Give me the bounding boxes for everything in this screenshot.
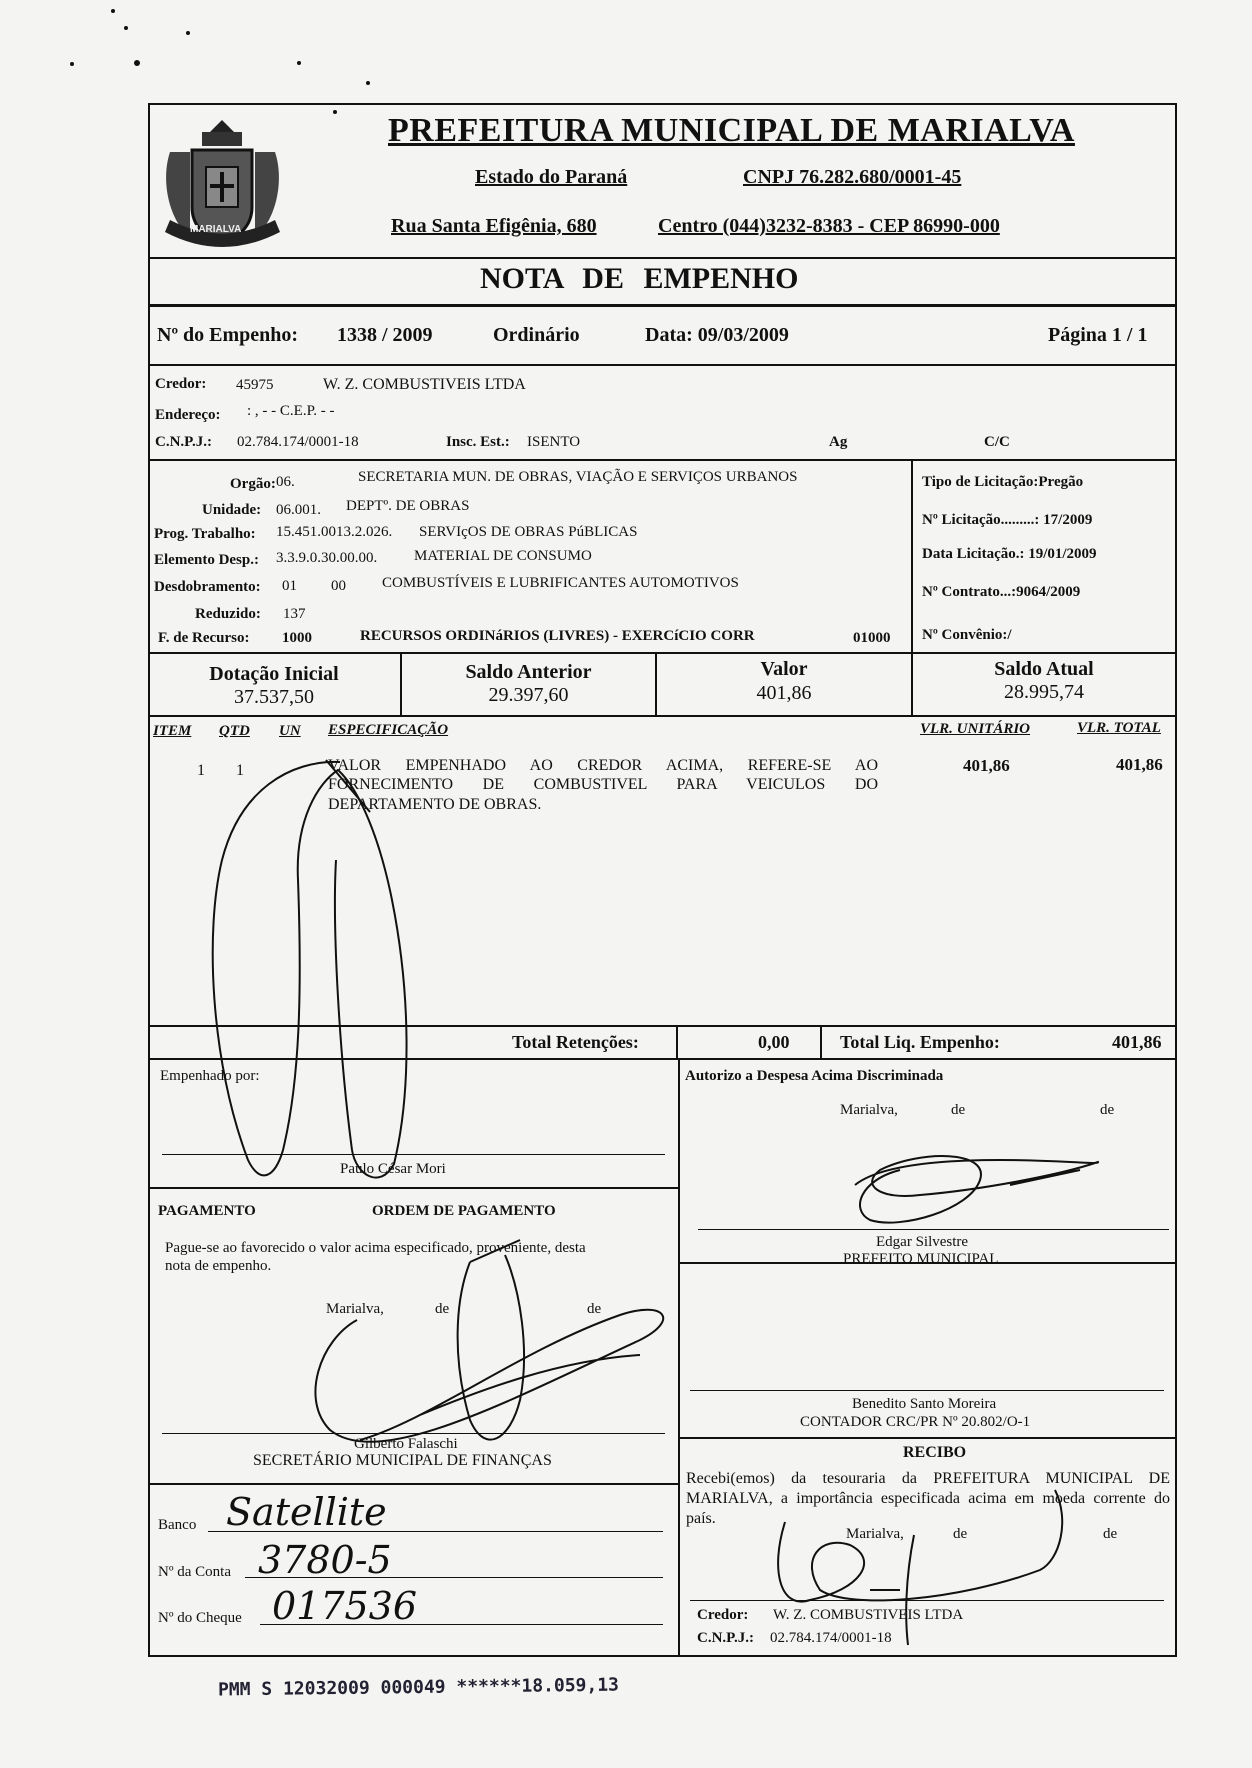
licitacao-numero: Nº Licitação.........: 17/2009 xyxy=(922,512,1093,528)
row-unit: 401,86 xyxy=(963,756,1010,775)
prog-cod: 15.451.0013.2.026. xyxy=(276,524,393,540)
divider-class-v xyxy=(911,459,913,654)
row-qtd: 1 xyxy=(236,762,244,779)
page-title: PREFEITURA MUNICIPAL DE MARIALVA xyxy=(388,112,1075,149)
signature-empenho xyxy=(213,762,407,1178)
cheque-label: Nº do Cheque xyxy=(158,1610,242,1626)
banco-label: Banco xyxy=(158,1517,197,1533)
divider-itens xyxy=(148,715,1176,717)
endereco-label: Endereço: xyxy=(155,407,221,423)
dotacao-label: Dotação Inicial xyxy=(209,663,339,685)
header-contato: Centro (044)3232-8383 - CEP 86990-000 xyxy=(658,215,1000,237)
divider-bottom-v xyxy=(678,1058,680,1656)
pagamento-local: Marialva, xyxy=(326,1301,384,1317)
credor-nome: W. Z. COMBUSTIVEIS LTDA xyxy=(323,376,526,393)
desd-nome: COMBUSTÍVEIS E LUBRIFICANTES AUTOMOTIVOS xyxy=(382,575,739,591)
credor-insc: ISENTO xyxy=(527,434,581,450)
reduz-value: 137 xyxy=(283,606,306,622)
empenho-data: Data: 09/03/2009 xyxy=(645,324,789,346)
pagamento-texto2: nota de empenho. xyxy=(165,1258,272,1274)
autorizo-de1: de xyxy=(951,1102,966,1118)
elem-cod: 3.3.9.0.30.00.00. xyxy=(276,550,378,566)
licitacao-tipo: Tipo de Licitação:Pregão xyxy=(922,474,1084,490)
divider-totais xyxy=(148,1025,1176,1027)
col-un: UN xyxy=(279,723,301,739)
recibo-texto2: MARIALVA, a importância especificada acima em moeda corrente do xyxy=(686,1490,1170,1507)
dotacao-value: 37.537,50 xyxy=(234,686,314,708)
divider-totais-v1 xyxy=(676,1025,678,1060)
signature-secretario xyxy=(315,1240,663,1442)
header-rua: Rua Santa Efigênia, 680 xyxy=(391,215,597,237)
retencoes-label: Total Retenções: xyxy=(512,1032,639,1052)
secretario-nome: Gilberto Falaschi xyxy=(354,1436,458,1452)
cnpj-label: C.N.P.J.: xyxy=(155,434,212,450)
divider-title xyxy=(148,257,1176,259)
credor-codigo: 45975 xyxy=(236,377,274,393)
desd-label: Desdobramento: xyxy=(154,579,261,595)
empenhado-sign-line xyxy=(162,1154,665,1155)
crest-text: MARIALVA xyxy=(190,224,242,235)
ordem-label: ORDEM DE PAGAMENTO xyxy=(372,1203,556,1219)
frame-bottom xyxy=(148,1655,1176,1657)
elem-nome: MATERIAL DE CONSUMO xyxy=(414,548,592,564)
unidade-cod: 06.001. xyxy=(276,502,321,518)
autorizo-nome: Edgar Silvestre xyxy=(876,1234,969,1250)
unidade-nome: DEPTº. DE OBRAS xyxy=(346,498,470,514)
atual-value: 28.995,74 xyxy=(1004,681,1084,703)
divider-pagamento xyxy=(148,1187,678,1189)
licitacao-data: Data Licitação.: 19/01/2009 xyxy=(922,546,1097,562)
empenhado-nome: Paulo César Mori xyxy=(340,1161,446,1177)
frame-right xyxy=(1175,103,1177,1657)
contador-sign-line xyxy=(690,1390,1164,1391)
desd-cod1: 01 xyxy=(282,578,297,594)
empenhado-label: Empenhado por: xyxy=(160,1068,260,1084)
pagamento-label: PAGAMENTO xyxy=(158,1203,256,1219)
valor-label: Valor xyxy=(760,658,808,680)
secretario-cargo: SECRETÁRIO MUNICIPAL DE FINANÇAS xyxy=(253,1452,552,1469)
recibo-local: Marialva, xyxy=(846,1526,904,1542)
liq-label: Total Liq. Empenho: xyxy=(840,1032,1000,1052)
crest-logo xyxy=(150,112,295,257)
credor-cc: C/C xyxy=(984,434,1010,450)
orgao-nome: SECRETARIA MUN. DE OBRAS, VIAÇÃO E SERVIÇOS URBANOS xyxy=(358,469,798,485)
conta-label: Nº da Conta xyxy=(158,1564,231,1580)
bank-stamp: PMM S 12032009 000049 ******18.059,13 xyxy=(217,1674,620,1701)
pagamento-de2: de xyxy=(587,1301,602,1317)
col-espec: ESPECIFICAÇÃO xyxy=(328,722,449,738)
licitacao-convenio: Nº Convênio:/ xyxy=(922,627,1012,643)
banco-value: Satellite xyxy=(226,1490,387,1534)
retencoes-value: 0,00 xyxy=(758,1032,790,1052)
autorizo-cargo: PREFEITO MUNICIPAL xyxy=(843,1251,999,1267)
divider-contador xyxy=(678,1437,1175,1439)
recibo-credor: W. Z. COMBUSTIVEIS LTDA xyxy=(773,1607,964,1623)
credor-label: Credor: xyxy=(155,376,207,392)
autorizo-local: Marialva, xyxy=(840,1102,898,1118)
recibo-de1: de xyxy=(953,1526,968,1542)
row-espec-line2: FORNECIMENTO DE COMBUSTIVEL PARA VEICULOS DO xyxy=(328,776,878,793)
col-unit: VLR. UNITÁRIO xyxy=(920,721,1031,737)
row-espec-line3: DEPARTAMENTO DE OBRAS. xyxy=(328,796,542,813)
orgao-label: Orgão: xyxy=(230,476,276,492)
recibo-label: RECIBO xyxy=(903,1444,967,1461)
valor-value: 401,86 xyxy=(756,682,812,704)
recibo-de2: de xyxy=(1103,1526,1118,1542)
divider-totais-bottom xyxy=(148,1058,1176,1060)
fonte-num: 01000 xyxy=(853,630,891,646)
recibo-cnpj-label: C.N.P.J.: xyxy=(697,1630,754,1646)
credor-cnpj: 02.784.174/0001-18 xyxy=(237,434,359,450)
orgao-cod: 06. xyxy=(276,474,295,490)
desd-cod2: 00 xyxy=(331,578,346,594)
licitacao-contrato: Nº Contrato...:9064/2009 xyxy=(922,584,1081,600)
autorizo-sign-line xyxy=(698,1229,1169,1230)
anterior-value: 29.397,60 xyxy=(488,684,569,706)
header-estado: Estado do Paraná xyxy=(475,166,628,188)
anterior-label: Saldo Anterior xyxy=(465,661,592,683)
divider-class xyxy=(148,459,1176,461)
divider-totais-v2 xyxy=(820,1025,822,1060)
atual-label: Saldo Atual xyxy=(994,658,1094,680)
empenho-pagina: Página 1 / 1 xyxy=(1048,324,1148,346)
recibo-credor-label: Credor: xyxy=(697,1607,749,1623)
col-qtd: QTD xyxy=(219,723,250,739)
empenho-tipo: Ordinário xyxy=(493,324,580,346)
divider-credor xyxy=(148,364,1176,366)
col-total: VLR. TOTAL xyxy=(1077,720,1161,736)
fonte-nome: RECURSOS ORDINáRIOS (LIVRES) - EXERCíCIO CORR xyxy=(360,628,755,644)
recibo-texto3: país. xyxy=(686,1510,716,1527)
reduz-label: Reduzido: xyxy=(195,606,261,622)
liq-value: 401,86 xyxy=(1112,1032,1162,1052)
elem-label: Elemento Desp.: xyxy=(154,552,259,568)
frame-top xyxy=(148,103,1176,105)
fonte-label: F. de Recurso: xyxy=(158,630,250,646)
row-total: 401,86 xyxy=(1116,755,1163,774)
frame-left xyxy=(148,103,150,1657)
signature-prefeito xyxy=(855,1156,1098,1223)
divider-saldos xyxy=(148,652,1176,654)
pagamento-de1: de xyxy=(435,1301,450,1317)
conta-value: 3780-5 xyxy=(258,1538,392,1582)
contador-cargo: CONTADOR CRC/PR Nº 20.802/O-1 xyxy=(800,1414,1031,1430)
recibo-sign-line xyxy=(690,1600,1164,1601)
fonte-cod: 1000 xyxy=(282,630,312,646)
autorizo-de2: de xyxy=(1100,1102,1115,1118)
empenho-label: Nº do Empenho: xyxy=(157,324,299,346)
autorizo-label: Autorizo a Despesa Acima Discriminada xyxy=(685,1068,944,1084)
empenho-numero: 1338 / 2009 xyxy=(337,324,433,346)
credor-ag: Ag xyxy=(829,434,848,450)
endereco-value: : , - - C.E.P. - - xyxy=(247,403,335,419)
header-cnpj: CNPJ 76.282.680/0001-45 xyxy=(743,166,962,188)
divider-empenho xyxy=(148,304,1176,307)
row-item: 1 xyxy=(197,762,205,779)
prog-label: Prog. Trabalho: xyxy=(154,526,256,542)
divider-secretario xyxy=(148,1483,678,1485)
insc-label: Insc. Est.: xyxy=(446,434,510,450)
unidade-label: Unidade: xyxy=(202,502,262,518)
cheque-value: 017536 xyxy=(272,1584,418,1628)
pagamento-sign-line xyxy=(162,1433,665,1434)
doc-title: NOTA DE EMPENHO xyxy=(480,262,799,295)
col-item: ITEM xyxy=(153,723,192,739)
contador-nome: Benedito Santo Moreira xyxy=(852,1396,997,1412)
prog-nome: SERVIçOS DE OBRAS PúBLICAS xyxy=(419,524,638,540)
recibo-cnpj: 02.784.174/0001-18 xyxy=(770,1630,892,1646)
recibo-texto1: Recebi(emos) da tesouraria da PREFEITURA MUNICIPAL DE xyxy=(686,1470,1170,1487)
row-espec-line1: VALOR EMPENHADO AO CREDOR ACIMA, REFERE-SE AO xyxy=(328,757,878,774)
pagamento-texto1: Pague-se ao favorecido o valor acima especificado, proveniente, desta xyxy=(165,1240,586,1256)
